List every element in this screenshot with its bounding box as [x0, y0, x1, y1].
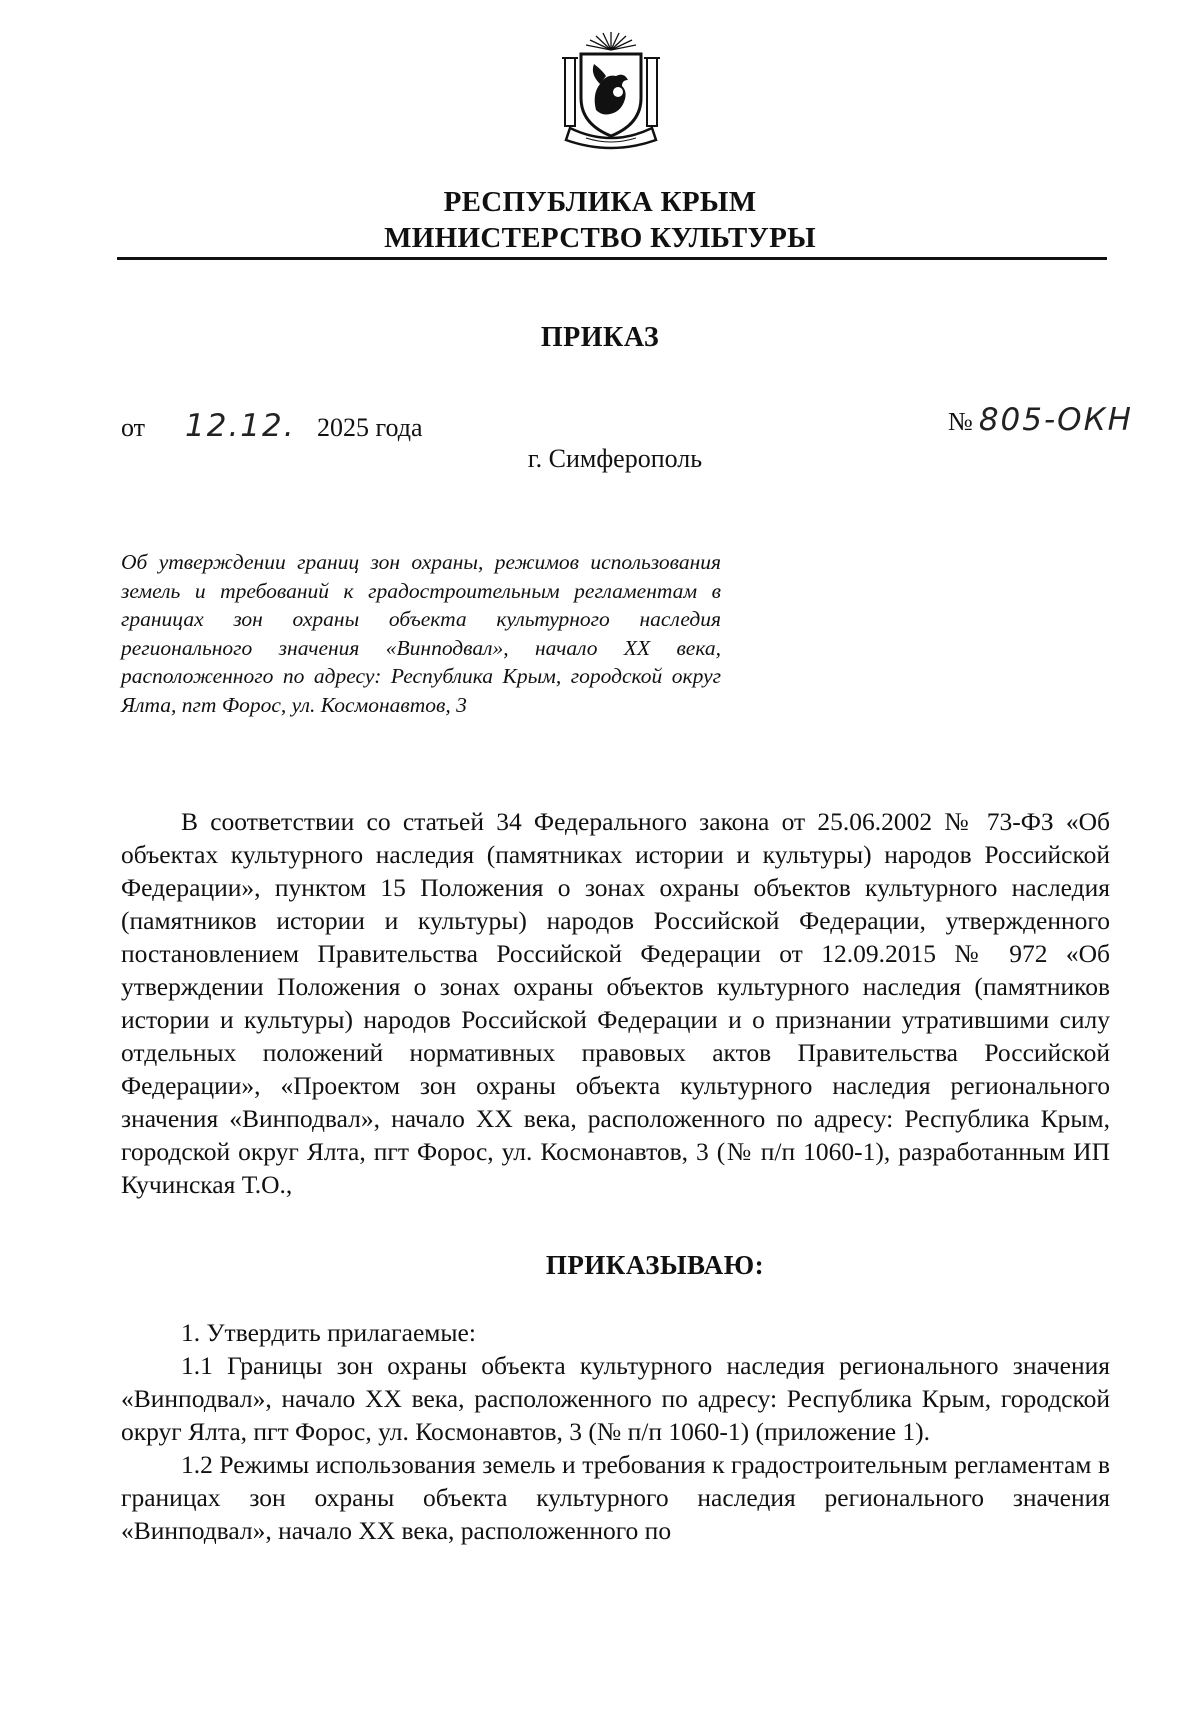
header-republic: РЕСПУБЛИКА КРЫМ — [443, 186, 757, 218]
date-handwritten: 12.12. — [185, 408, 296, 444]
order-points — [121, 1316, 1110, 1547]
order-word: ПРИКАЗЫВАЮ: — [545, 1250, 765, 1280]
coat-of-arms-icon — [556, 28, 666, 152]
number-prefix: № — [948, 407, 973, 436]
date-prefix: от — [121, 413, 146, 442]
document-number — [948, 402, 1133, 438]
point-1-2: 1.2 Режимы использования земель и требования к градостроительным регламентам в границах зон охраны объекта культурного наследия регионального значения «Винподвал», начало XX века, расположенного по — [121, 1450, 1110, 1545]
document-subject: Об утверждении границ зон охраны, режимов использования земель и требований к градостроительным регламентам в границах зон охраны объекта культурного наследия регионального значения «Винподвал», начало XX века, расположенного по адресу: Республика Крым, городской округ Ялта, пгт Форос, ул. Космонавтов, 3 — [121, 550, 721, 717]
date-year: 2025 года — [317, 413, 423, 442]
document-title: ПРИКАЗ — [540, 322, 660, 353]
date-line — [121, 408, 423, 444]
point-1-1: 1.1 Границы зон охраны объекта культурного наследия регионального значения «Винподвал», начало XX века, расположенного по адресу: Республика Крым, городской округ Ялта, пгт Форос, ул. Космонавтов, 3 (№ п/п 1060-1) (приложение 1). — [121, 1351, 1110, 1446]
point-1: 1. Утвердить прилагаемые: — [181, 1318, 476, 1347]
header-divider — [117, 257, 1107, 260]
preamble-text: В соответствии со статьей 34 Федерального закона от 25.06.2002 № 73-ФЗ «Об объектах культурного наследия (памятниках истории и культуры) народов Российской Федерации», пунктом 15 Положения о зонах охраны объектов культурного наследия (памятников истории и культуры) народов Российской Федерации, утвержденного постановлением Правительства Российской Федерации от 12.09.2015 № 972 «Об утверждении Положения о зонах охраны объектов культурного наследия (памятников истории и культуры) народов Российской Федерации и о признании утратившими силу отдельных положений нормативных правовых актов Правительства Российской Федерации», «Проектом зон охраны объекта культурного наследия регионального значения «Винподвал», начало XX века, расположенного по адресу: Республика Крым, городской округ Ялта, пгт Форос, ул. Космонавтов, 3 (№ п/п 1060-1), разработанным ИП Кучинская Т.О., — [121, 807, 1110, 1199]
header-ministry: МИНИСТЕРСТВО КУЛЬТУРЫ — [384, 222, 816, 254]
number-handwritten: 805-ОКН — [978, 402, 1133, 438]
city: г. Симферополь — [527, 444, 703, 473]
preamble — [121, 805, 1110, 1201]
